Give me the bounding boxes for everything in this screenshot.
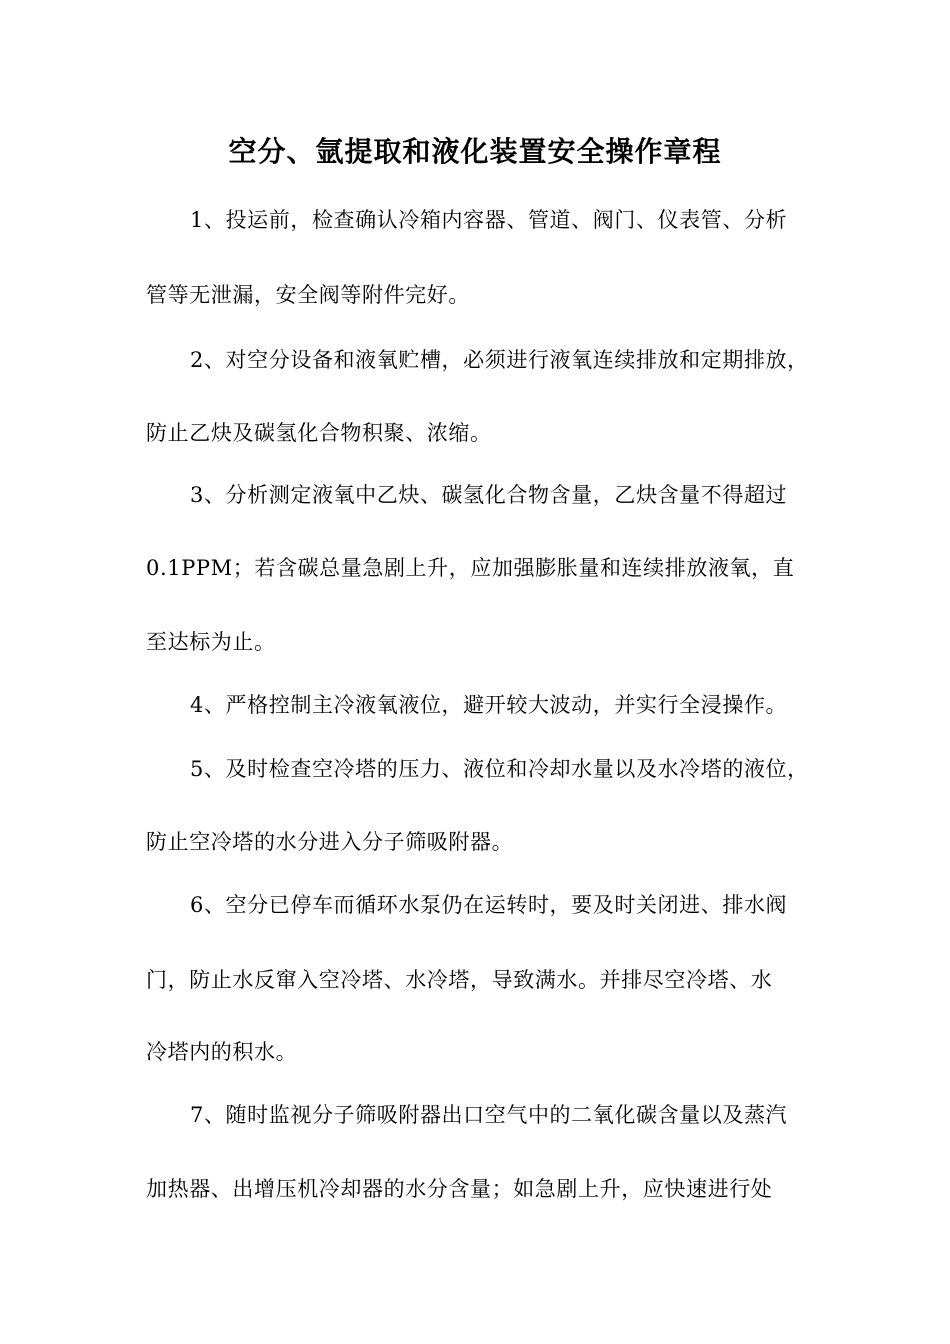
paragraph-1-line-2: 管等无泄漏，安全阀等附件完好。 xyxy=(146,283,470,307)
paragraph-2-line-1: 2、对空分设备和液氧贮槽，必须进行液氧连续排放和定期排放， xyxy=(190,348,809,372)
paragraph-6-line-2: 门，防止水反窜入空冷塔、水冷塔，导致满水。并排尽空冷塔、水 xyxy=(146,968,773,992)
paragraph-5-line-1: 5、及时检查空冷塔的压力、液位和冷却水量以及水冷塔的液位， xyxy=(190,757,809,781)
paragraph-3-line-1: 3、分析测定液氧中乙炔、碳氢化合物含量，乙炔含量不得超过 xyxy=(190,483,788,507)
paragraph-7-line-2: 加热器、出增压机冷却器的水分含量；如急剧上升，应快速进行处 xyxy=(146,1177,773,1201)
paragraph-5-line-2: 防止空冷塔的水分进入分子筛吸附器。 xyxy=(146,830,514,854)
document-title: 空分、氩提取和液化装置安全操作章程 xyxy=(228,135,722,168)
paragraph-4-line-1: 4、严格控制主冷液氧液位，避开较大波动，并实行全浸操作。 xyxy=(190,693,788,717)
paragraph-6-line-3: 冷塔内的积水。 xyxy=(146,1040,298,1064)
paragraph-1-line-1: 1、投运前，检查确认冷箱内容器、管道、阀门、仪表管、分析 xyxy=(190,208,788,232)
paragraph-2-line-2: 防止乙炔及碳氢化合物积聚、浓缩。 xyxy=(146,421,492,445)
paragraph-3-line-2: 0.1PPM；若含碳总量急剧上升，应加强膨胀量和连续排放液氧，直 xyxy=(146,556,795,580)
paragraph-3-line-3: 至达标为止。 xyxy=(146,630,276,654)
paragraph-6-line-1: 6、空分已停车而循环水泵仍在运转时，要及时关闭进、排水阀 xyxy=(190,893,788,917)
paragraph-7-line-1: 7、随时监视分子筛吸附器出口空气中的二氧化碳含量以及蒸汽 xyxy=(190,1103,788,1127)
